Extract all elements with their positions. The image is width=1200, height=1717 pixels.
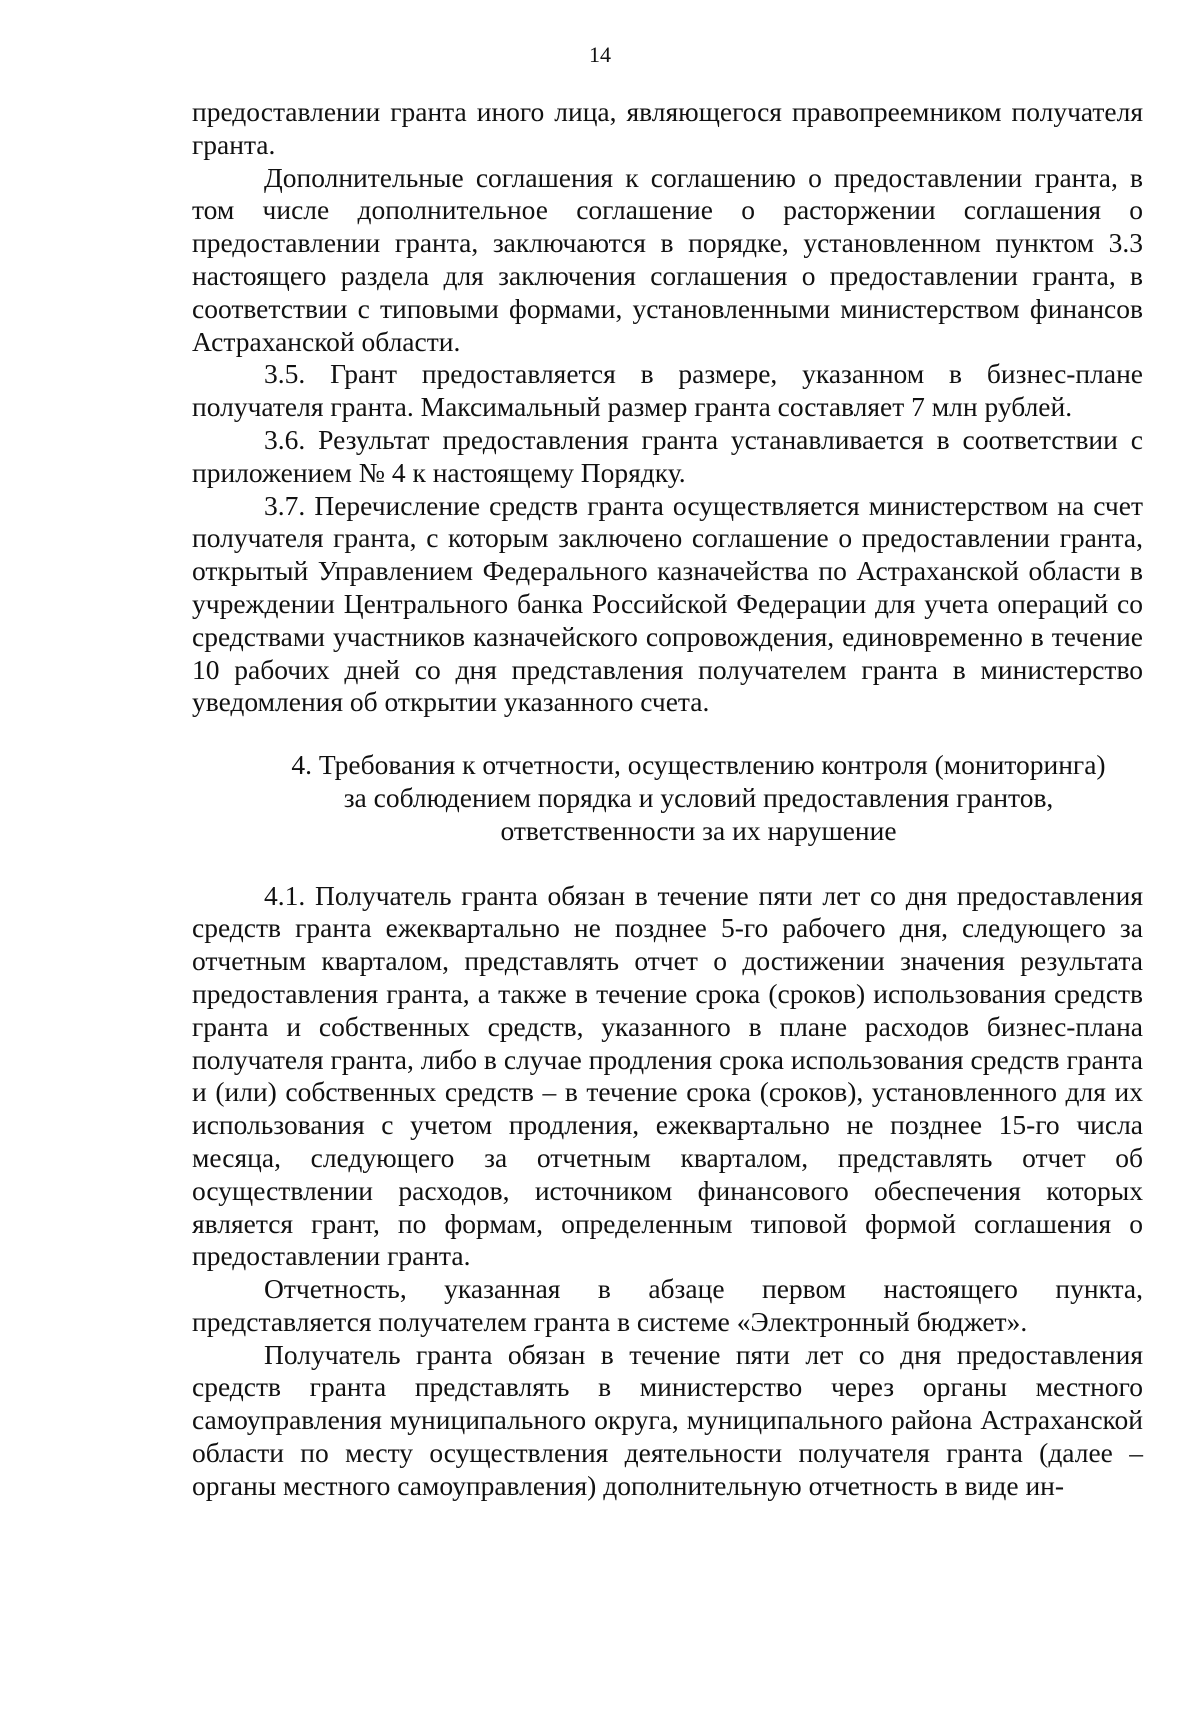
section-heading-line: ответственности за их нарушение xyxy=(500,814,897,846)
paragraph-reporting-system: Отчетность, указанная в абзаце первом настоящего пункта, представляется получателем гранта в системе «Электронный бюджет». xyxy=(192,1273,1143,1337)
section-heading-line: за соблюдением порядка и условий предоставления грантов, xyxy=(343,781,1054,813)
section-4-heading xyxy=(192,749,1143,847)
document-body xyxy=(192,96,1143,1503)
paragraph-3-5: 3.5. Грант предоставляется в размере, указанном в бизнес-плане получателя гранта. Максимальный размер гранта составляет 7 млн рублей. xyxy=(192,358,1143,423)
paragraph-4-1: 4.1. Получатель гранта обязан в течение пяти лет со дня предоставления средств гранта ежеквартально не позднее 5-го рабочего дня, следующего за отчетным кварталом, представлять отчет о достижении значения результата предоставления гранта, а также в течение срока (сроков) использования средств гранта и собственных средств, указанного в плане расходов бизнес-плана получателя гранта, либо в случае продления срока использования средств гранта и (или) собственных средств – в течение срока (сроков), установленного для их использования с учетом продления, ежеквартально не позднее 15-го числа месяца, следующего за отчетным кварталом, представлять отчет об осуществлении расходов, источником финансового обеспечения которых является грант, по формам, определенным типовой формой соглашения о предоставлении гранта. xyxy=(192,879,1143,1272)
paragraph-continuation: предоставлении гранта иного лица, являющегося правопреемником получателя гранта. xyxy=(192,96,1143,160)
paragraph-3-7: 3.7. Перечисление средств гранта осуществляется министерством на счет получателя гранта, с которым заключено соглашение о предоставлении гранта, открытый Управлением Федерального казначейства по Астраханской области в учреждении Центрального банка Российской Федерации для учета операций со средствами участников казначейского сопровождения, единовременно в течение 10 рабочих дней со дня представления получателем гранта в министерство уведомления об открытии указанного счета. xyxy=(192,489,1143,718)
paragraph-3-6: 3.6. Результат предоставления гранта устанавливается в соответствии с приложением № 4 к настоящему Порядку. xyxy=(192,423,1143,488)
section-heading-line: 4. Требования к отчетности, осуществлению контроля (мониторинга) xyxy=(291,749,1106,781)
paragraph-additional-reporting: Получатель гранта обязан в течение пяти лет со дня предоставления средств гранта представлять в министерство через органы местного самоуправления муниципального округа, муниципального района Астраханской области по месту осуществления деятельности получателя гранта (далее – органы местного самоуправления) дополнительную отчетность в виде ин- xyxy=(192,1338,1143,1501)
page-number: 14 xyxy=(589,42,611,67)
paragraph-additional-agreements: Дополнительные соглашения к соглашению о предоставлении гранта, в том числе дополнительное соглашение о расторжении соглашения о предоставлении гранта, заключаются в порядке, установленном пунктом 3.3 настоящего раздела для заключения соглашения о предоставлении гранта, в соответствии с типовыми формами, установленными министерством финансов Астраханской области. xyxy=(192,161,1143,357)
